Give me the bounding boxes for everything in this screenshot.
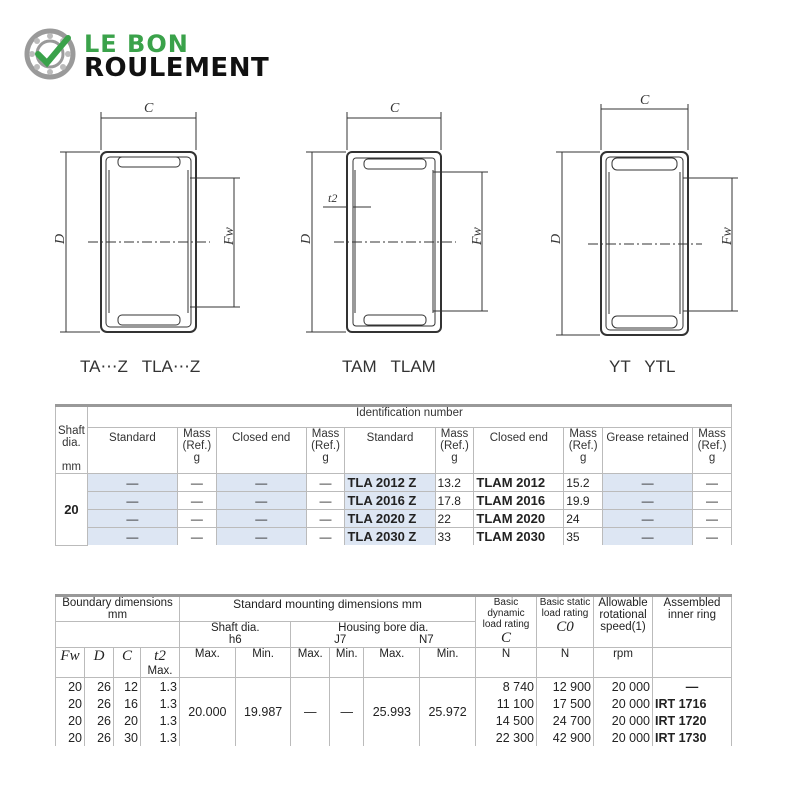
label-t2: t2 [328, 191, 338, 205]
table-cell: 24 [564, 510, 603, 528]
table-cell: — [87, 510, 177, 528]
table-cell: 20 [56, 729, 85, 746]
mounting-shaft-max: 20.000 [180, 678, 236, 747]
mounting-shaft-min: 19.987 [235, 678, 291, 747]
table-cell: — [306, 528, 345, 546]
shaft-header: Shaft dia. [58, 425, 85, 449]
closed-end-header: Closed end [216, 428, 306, 474]
table-cell: 20 000 [594, 678, 653, 696]
brand-logo [24, 28, 304, 88]
table-cell: — [306, 492, 345, 510]
table-cell: TLA 2016 Z [345, 492, 435, 510]
table-cell: — [177, 510, 216, 528]
logo-line2: ROULEMENT [84, 53, 270, 83]
table-cell: 22 300 [476, 729, 537, 746]
table-cell: — [177, 474, 216, 492]
table-cell: — [216, 510, 306, 528]
table-cell: — [306, 510, 345, 528]
grease-retained-header: Grease retained [603, 428, 693, 474]
identification-table [55, 404, 732, 546]
table-row [56, 492, 732, 510]
table-cell: 13.2 [435, 474, 474, 492]
table-cell: 11 100 [476, 695, 537, 712]
table-cell: IRT 1720 [653, 712, 732, 729]
table-cell: TLAM 2016 [474, 492, 564, 510]
table-cell: 8 740 [476, 678, 537, 696]
label-d: D [53, 233, 68, 244]
table-cell: 20 [114, 712, 141, 729]
table-cell: — [177, 528, 216, 546]
svg-text:Fw: Fw [470, 227, 485, 245]
table-cell: — [603, 510, 693, 528]
table-cell: 20 [56, 712, 85, 729]
table-cell: 17.8 [435, 492, 474, 510]
svg-text:Fw: Fw [720, 227, 735, 245]
table-cell: — [693, 474, 732, 492]
drawing-yt [556, 104, 738, 335]
table-cell: — [216, 528, 306, 546]
table-cell: — [603, 474, 693, 492]
table-cell: TLAM 2030 [474, 528, 564, 546]
table-cell: IRT 1730 [653, 729, 732, 746]
label-fw: Fw [222, 227, 237, 245]
table-cell: — [177, 492, 216, 510]
mass-header: Mass (Ref.) g [564, 428, 603, 474]
table-cell: 20 000 [594, 729, 653, 746]
table-cell: 12 900 [537, 678, 594, 696]
table-cell: — [603, 528, 693, 546]
table-row [56, 678, 732, 696]
mounting-n7-max: 25.993 [364, 678, 420, 747]
table-cell: — [87, 528, 177, 546]
table-cell: 15.2 [564, 474, 603, 492]
identification-header: Identification number [87, 406, 731, 428]
svg-text:C: C [390, 101, 400, 116]
table-cell: TLAM 2012 [474, 474, 564, 492]
table-cell: — [693, 510, 732, 528]
table-cell: 20 000 [594, 712, 653, 729]
bearing-drawings [0, 90, 800, 400]
svg-text:D: D [299, 233, 314, 244]
table-cell: 20 [56, 678, 85, 696]
mass-header: Mass (Ref.) g [693, 428, 732, 474]
table-cell: 16 [114, 695, 141, 712]
table-cell: 14 500 [476, 712, 537, 729]
table-cell: 22 [435, 510, 474, 528]
mounting-n7-min: 25.972 [420, 678, 476, 747]
mass-header: Mass (Ref.) g [177, 428, 216, 474]
table-row [56, 510, 732, 528]
table-cell: 20 000 [594, 695, 653, 712]
mm-header: mm [61, 461, 82, 473]
caption-ta-z: TA⋯Z TLA⋯Z [80, 357, 201, 376]
table-cell: 12 [114, 678, 141, 696]
standard-header: Standard [345, 428, 435, 474]
table-cell: 35 [564, 528, 603, 546]
table-cell: 1.3 [141, 695, 180, 712]
table-cell: TLAM 2020 [474, 510, 564, 528]
table-cell: 30 [114, 729, 141, 746]
table-cell: — [693, 528, 732, 546]
standard-header: Standard [87, 428, 177, 474]
table-row [56, 528, 732, 546]
table-cell: TLA 2030 Z [345, 528, 435, 546]
table-cell: TLA 2020 Z [345, 510, 435, 528]
table-cell: — [306, 474, 345, 492]
svg-text:D: D [549, 233, 564, 244]
table-cell: 20 [56, 695, 85, 712]
table-cell: 26 [85, 712, 114, 729]
drawing-tam [306, 112, 488, 332]
mounting-j7-max: — [291, 678, 330, 747]
table-cell: 26 [85, 729, 114, 746]
table-cell: — [216, 492, 306, 510]
drawing-ta-z [60, 112, 240, 332]
mass-header: Mass (Ref.) g [306, 428, 345, 474]
svg-text:C: C [640, 93, 650, 108]
table-cell: — [87, 492, 177, 510]
caption-yt: YT YTL [609, 357, 676, 376]
logo-line1: LE BON [84, 30, 189, 58]
table-cell: 1.3 [141, 729, 180, 746]
table-cell: — [693, 492, 732, 510]
table-cell: 24 700 [537, 712, 594, 729]
table-cell: 26 [85, 695, 114, 712]
table-cell: — [87, 474, 177, 492]
mass-header: Mass (Ref.) g [435, 428, 474, 474]
caption-tam: TAM TLAM [342, 357, 436, 376]
table-cell: IRT 1716 [653, 695, 732, 712]
table-cell: 26 [85, 678, 114, 696]
table-cell: — [216, 474, 306, 492]
mounting-j7-min: — [330, 678, 364, 747]
table-cell: 19.9 [564, 492, 603, 510]
table-cell: — [653, 678, 732, 696]
table-row [56, 474, 732, 492]
table-cell: 42 900 [537, 729, 594, 746]
table-cell: TLA 2012 Z [345, 474, 435, 492]
table-cell: 33 [435, 528, 474, 546]
dimensions-table: Boundary dimensions mm Standard mounting dimensions mm Basic dynamic load rating C Basic static load rating C0 Allowable rotational speed(1) Assembled inner ring Shaft dia. h6 Housing bore dia. J7 N7 Fw D C t2 Max. Max. Min. Max. Min. Max. Min. N N rpm 20 26 12 1.3 20.000 19.987 — — 25.993 25.972 8 740 12 900 20 000 — 20 26 16 1.3 11 100 17 500 20 000 IRT 1716 20 26 20 1.3 14 500 24 700 20 000 IRT 1720 20 26 30 1.3 22 300 42 900 20 000 IRT 1730 [55, 594, 732, 746]
table-cell: 17 500 [537, 695, 594, 712]
table-cell: 1.3 [141, 712, 180, 729]
table-cell: 1.3 [141, 678, 180, 696]
table-cell: — [603, 492, 693, 510]
closed-end-header: Closed end [474, 428, 564, 474]
bearing-logo-icon [24, 28, 76, 80]
shaft-value: 20 [56, 474, 88, 546]
label-c: C [144, 101, 154, 116]
